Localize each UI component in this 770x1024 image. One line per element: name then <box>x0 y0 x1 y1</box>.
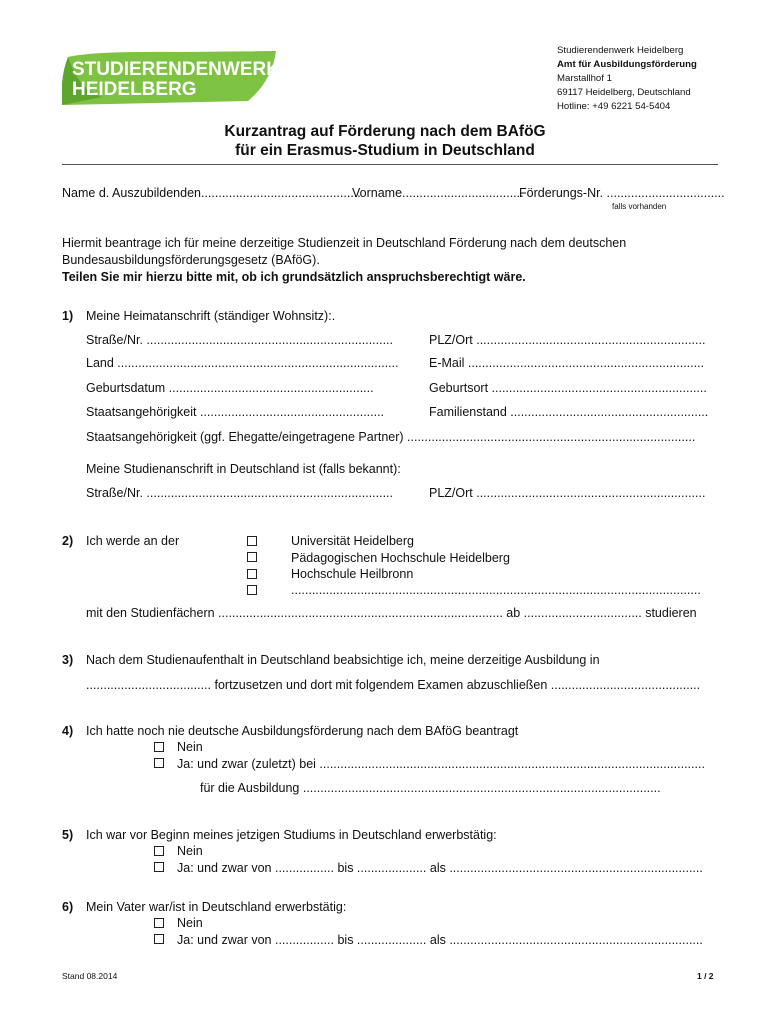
section1-heading: Meine Heimatanschrift (ständiger Wohnsitz):. <box>86 309 336 323</box>
title-line1: Kurzantrag auf Förderung nach dem BAföG <box>224 123 546 140</box>
checkbox-s6-nein[interactable] <box>154 918 164 928</box>
intro-line1: Hiermit beantrage ich für meine derzeitige Studienzeit in Deutschland Förderung nach dem deutschen <box>62 236 627 250</box>
s4-ausbildung-field[interactable]: für die Ausbildung ....................................................................................................... <box>200 781 661 795</box>
partner-staatsangehoerigkeit-field[interactable]: Staatsangehörigkeit (ggf. Ehegatte/eingetragene Partner) ................................................................................... <box>86 430 696 444</box>
section2-label: Ich werde an der <box>86 534 180 548</box>
address-line: Hotline: +49 6221 54-5404 <box>557 101 671 112</box>
section6-number: 6) <box>62 900 74 914</box>
logo-shape <box>62 49 276 105</box>
section4-line1: Ich hatte noch nie deutsche Ausbildungsförderung nach dem BAföG beantragt <box>86 724 519 738</box>
strasse-field[interactable]: Straße/Nr. ....................................................................... <box>86 333 394 347</box>
title-divider <box>62 164 718 165</box>
s5-nein-label: Nein <box>177 844 203 858</box>
option-hs-heilbronn: Hochschule Heilbronn <box>291 567 414 581</box>
logo-text-line2: HEIDELBERG <box>72 79 197 100</box>
footer-stand: Stand 08.2014 <box>62 971 118 981</box>
intro-line2: Bundesausbildungsförderungsgesetz (BAföG). <box>62 253 320 267</box>
section1-number: 1) <box>62 309 74 323</box>
section3-line2-field[interactable]: .................................... fortzusetzen und dort mit folgendem Examen abzuschließen ........................................... <box>86 678 701 692</box>
checkbox-other[interactable] <box>247 585 257 595</box>
land-field[interactable]: Land ................................................................................. <box>86 356 399 370</box>
section6-line1: Mein Vater war/ist in Deutschland erwerbstätig: <box>86 900 347 914</box>
foerderungsnr-hint: falls vorhanden <box>612 202 667 211</box>
section5-number: 5) <box>62 828 74 842</box>
geburtsdatum-field[interactable]: Geburtsdatum ........................................................... <box>86 381 374 395</box>
familienstand-field[interactable]: Familienstand ......................................................... <box>429 405 709 419</box>
option-other-field[interactable]: ...................................................................................................................... <box>291 583 701 597</box>
checkbox-ph-heidelberg[interactable] <box>247 552 257 562</box>
s4-ja-field[interactable]: Ja: und zwar (zuletzt) bei ............................................................................................................... <box>177 757 705 771</box>
address-block <box>557 44 697 114</box>
foerderungsnr-field[interactable]: Förderungs-Nr. .................................. <box>519 186 725 200</box>
checkbox-hs-heilbronn[interactable] <box>247 569 257 579</box>
section3-number: 3) <box>62 653 74 667</box>
page-number: 1 / 2 <box>697 971 714 981</box>
s6-ja-field[interactable]: Ja: und zwar von ................. bis .................... als ......................................................................... <box>177 933 703 947</box>
address-line: 69117 Heidelberg, Deutschland <box>557 87 691 98</box>
geburtsort-field[interactable]: Geburtsort .............................................................. <box>429 381 707 395</box>
email-field[interactable]: E-Mail .................................................................... <box>429 356 705 370</box>
studienanschrift-heading: Meine Studienanschrift in Deutschland ist (falls bekannt): <box>86 462 401 476</box>
checkbox-s6-ja[interactable] <box>154 934 164 944</box>
intro-line3: Teilen Sie mir hierzu bitte mit, ob ich grundsätzlich anspruchsberechtigt wäre. <box>62 270 526 284</box>
studierendenwerk-logo <box>62 49 276 105</box>
studien-strasse-field[interactable]: Straße/Nr. ....................................................................... <box>86 486 394 500</box>
page-title <box>0 122 770 160</box>
option-uni-heidelberg: Universität Heidelberg <box>291 534 414 548</box>
studien-plz-ort-field[interactable]: PLZ/Ort .................................................................. <box>429 486 706 500</box>
vorname-field[interactable]: Vorname................................... <box>352 186 524 200</box>
logo-text-line1: STUDIERENDENWERK <box>72 59 276 80</box>
title-line2: für ein Erasmus-Studium in Deutschland <box>235 142 535 159</box>
checkbox-s4-nein[interactable] <box>154 742 164 752</box>
address-line: Marstallhof 1 <box>557 73 612 84</box>
checkbox-s5-ja[interactable] <box>154 862 164 872</box>
plz-ort-field[interactable]: PLZ/Ort .................................................................. <box>429 333 706 347</box>
s6-nein-label: Nein <box>177 916 203 930</box>
name-field[interactable]: Name d. Auszubildenden.............................................. <box>62 186 361 200</box>
section4-number: 4) <box>62 724 74 738</box>
checkbox-s4-ja[interactable] <box>154 758 164 768</box>
s4-nein-label: Nein <box>177 740 203 754</box>
checkbox-s5-nein[interactable] <box>154 846 164 856</box>
address-line: Studierendenwerk Heidelberg <box>557 45 684 56</box>
option-ph-heidelberg: Pädagogischen Hochschule Heidelberg <box>291 551 510 565</box>
section5-line1: Ich war vor Beginn meines jetzigen Studiums in Deutschland erwerbstätig: <box>86 828 497 842</box>
section3-line1: Nach dem Studienaufenthalt in Deutschland beabsichtige ich, meine derzeitige Ausbildung in <box>86 653 600 667</box>
studienfaecher-field[interactable]: mit den Studienfächern .................................................................................. ab .................................. studieren <box>86 606 697 620</box>
section2-number: 2) <box>62 534 74 548</box>
address-line: Amt für Ausbildungsförderung <box>557 59 697 70</box>
staatsangehoerigkeit-field[interactable]: Staatsangehörigkeit ..................................................... <box>86 405 385 419</box>
checkbox-uni-heidelberg[interactable] <box>247 536 257 546</box>
s5-ja-field[interactable]: Ja: und zwar von ................. bis .................... als ......................................................................... <box>177 861 703 875</box>
